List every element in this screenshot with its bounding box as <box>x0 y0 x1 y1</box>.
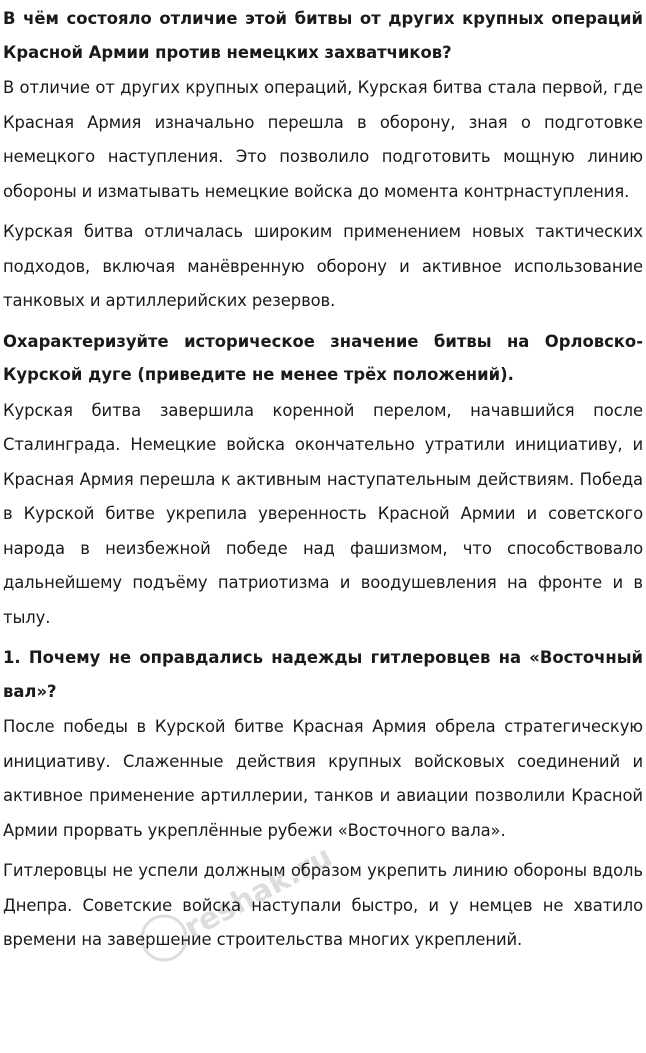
answer-paragraph-3: Курская битва завершила коренной перелом, начавшийся после Сталинграда. Немецкие войска окончательно утратили инициативу, и Красная Армия перешла к активным наступательным действиям. Победа в Курской битве укрепила уверенность Красной Армии и советского народа в неизбежной победе над фашизмом, что способствовало дальнейшему подъёму патриотизма и воодушевления на фронте и в тылу. <box>3 400 643 627</box>
answer-paragraph-1: В отличие от других крупных операций, Курская битва стала первой, где Красная Армия изначально перешла в оборону, зная о подготовке немецкого наступления. Это позволило подготовить мощную линию обороны и изматывать немецкие войска до момента контрнаступления. <box>3 78 643 201</box>
question-heading-1: В чём состояло отличие этой битвы от других крупных операций Красной Армии против немецких захватчиков? <box>3 9 643 62</box>
question-heading-3: 1. Почему не оправдались надежды гитлеровцев на «Восточный вал»? <box>3 648 643 701</box>
answer-paragraph-5: Гитлеровцы не успели должным образом укрепить линию обороны вдоль Днепра. Советские войска наступали быстро, и у немцев не хватило времени на завершение строительства многих укреплений. <box>3 861 643 949</box>
question-heading-2: Охарактеризуйте историческое значение битвы на Орловско-Курской дуге (приведите не менее трёх положений). <box>3 331 643 384</box>
answer-paragraph-4: После победы в Курской битве Красная Армия обрела стратегическую инициативу. Слаженные действия крупных войсковых соединений и активное применение артиллерии, танков и авиации позволили Красной Армии прорвать укреплённые рубежи «Восточного вала». <box>3 717 643 840</box>
answer-paragraph-2: Курская битва отличалась широким применением новых тактических подходов, включая манёвренную оборону и активное использование танковых и артиллерийских резервов. <box>3 222 643 310</box>
watermark-text: reshak.ru <box>178 839 339 947</box>
